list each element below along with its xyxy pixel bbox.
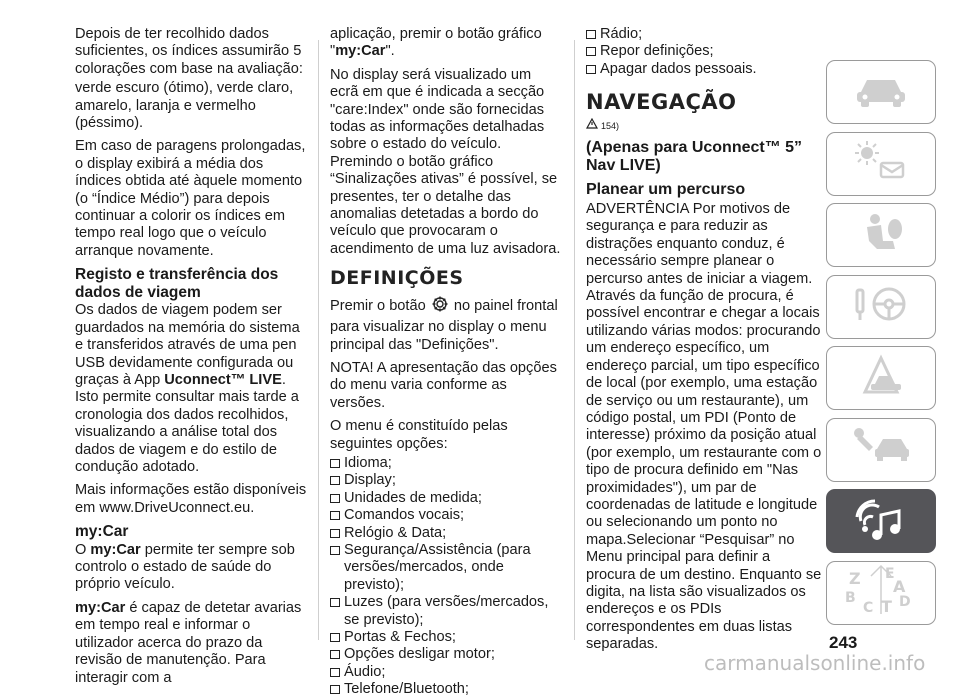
multimedia-icon — [851, 495, 911, 548]
list-item: Display; — [330, 472, 562, 489]
checkbox-bullet-icon — [330, 459, 340, 468]
footer-watermark: carmanualsonline.info — [704, 651, 926, 675]
paragraph: O menu é constituído pelas seguintes opções: — [330, 418, 508, 452]
svg-text:E: E — [885, 566, 895, 582]
list-item: Rádio; — [586, 26, 822, 43]
checkbox-bullet-icon — [330, 598, 340, 607]
paragraph: Mais informações estão disponíveis em www.DriveUconnect.eu. — [75, 482, 307, 516]
checkbox-bullet-icon — [330, 633, 340, 642]
tab-wrench-car-icon[interactable] — [826, 418, 936, 482]
paragraph: Premir o botão no painel frontal para visualizar no display o menu principal das "Definições". — [330, 294, 562, 354]
settings-gear-icon — [430, 294, 450, 319]
list-item: Comandos vocais; — [330, 507, 562, 524]
subheading-apenas: (Apenas para Uconnect™ 5” Nav LIVE) — [586, 139, 803, 175]
paragraph: O my:Car permite ter sempre sob controlo o estado de saúde do próprio veículo. — [75, 541, 295, 593]
paragraph: aplicação, premir o botão gráfico "my:Car". — [330, 26, 542, 60]
paragraph: Depois de ter recolhido dados suficientes, os índices assumirão 5 colorações com base na avaliação: — [75, 26, 303, 77]
steering-wheel-key-icon — [851, 282, 911, 331]
warning-reference: 154) — [586, 118, 822, 135]
list-item: Luzes (para versões/mercados, se previsto); — [330, 594, 562, 629]
warning-triangle-car-icon — [851, 354, 911, 403]
paragraph: NOTA! A apresentação das opções do menu varia conforme as versões. — [330, 359, 557, 411]
list-item: Idioma; — [330, 455, 562, 472]
column-2 — [330, 26, 562, 699]
paragraph: my:Car é capaz de detetar avarias em tempo real e informar o utilizador acerca do prazo da revisão de manutenção. Para interagir com a — [75, 599, 302, 686]
list-item: Segurança/Assistência (para versões/mercados, onde previsto); — [330, 542, 562, 594]
column-divider — [318, 40, 319, 640]
wrench-car-icon — [851, 425, 911, 474]
svg-text:D: D — [899, 594, 911, 610]
page-number: 243 — [829, 633, 858, 652]
column-3 — [586, 26, 822, 660]
section-heading-mycar: my:Car — [75, 523, 129, 541]
checkbox-bullet-icon — [330, 529, 340, 538]
tab-warning-triangle-car-icon[interactable] — [826, 346, 936, 410]
paragraph: verde escuro (ótimo), verde claro, amarelo, laranja e vermelho (péssimo). — [75, 80, 294, 132]
alphabet-index-icon — [841, 562, 921, 623]
list-item: Unidades de medida; — [330, 490, 562, 507]
checkbox-bullet-icon — [330, 546, 340, 555]
list-item: Relógio & Data; — [330, 525, 562, 542]
svg-text:B: B — [845, 590, 856, 606]
checkbox-bullet-icon — [330, 685, 340, 694]
paragraph: No display será visualizado um ecrã em que é indicada a secção "care:Index" onde são fornecidas todas as informações detalhadas sobre o estado do veículo. Premindo o botão gráfico “Sinalizações ativas” é possível, se presentes, ter o detalhe das anomalias detetadas a bordo do veículo que provocaram o acendimento de uma luz avisadora. — [330, 66, 561, 257]
checkbox-bullet-icon — [586, 47, 596, 56]
list-item: Telefone/Bluetooth; — [330, 681, 562, 698]
list-item: Apagar dados pessoais. — [586, 61, 822, 78]
paragraph: Em caso de paragens prolongadas, o display exibirá a média dos índices obtida até àquele momento (o “Índice Médio”) para depois continuar a colorir os índices em tempo real logo que o veículo arranque novamente. — [75, 138, 306, 259]
svg-text:Z: Z — [849, 569, 861, 588]
section-heading-registo: Registo e transferência dos dados de viagem — [75, 266, 279, 301]
checkbox-bullet-icon — [586, 30, 596, 39]
section-heading-definicoes: DEFINIÇÕES — [330, 267, 464, 290]
tab-warning-lights-icon[interactable] — [826, 132, 936, 196]
paragraph: ADVERTÊNCIA Por motivos de segurança e para reduzir as distrações enquanto conduz, é necessário sempre planear o percurso antes de iniciar a viagem. Através da função de procura, é possível encontrar e chegar a locais utilizando várias modos: procurando um endereço específico, um endereço parcial, um tipo específico de local (por exemplo, uma estação de serviço ou um restaurante), um código postal, um PDI (Ponto de interesse) próximo da posição atual (por exemplo, um restaurante com o tipo de procura definido em "Nas proximidades"), um par de coordenadas de latitude e longitude ou selecionando um ponto no mapa.Selecionar “Pesquisar” no Menu principal para definir a procura de um destino. Enquanto se digita, na lista são visualizados os endereços e os PDIs correspondentes em duas listas separadas. — [586, 201, 822, 653]
list-item: Opções desligar motor; — [330, 646, 562, 663]
svg-text:T: T — [881, 597, 892, 616]
warning-lights-icon — [851, 139, 911, 188]
car-icon — [853, 70, 909, 115]
tab-car-icon[interactable] — [826, 60, 936, 124]
column-divider — [574, 40, 575, 640]
tab-multimedia-icon[interactable] — [826, 489, 936, 553]
tab-airbag-seat-icon[interactable] — [826, 203, 936, 267]
checkbox-bullet-icon — [330, 650, 340, 659]
airbag-seat-icon — [853, 211, 909, 260]
list-item: Repor definições; — [586, 43, 822, 60]
svg-text:A: A — [893, 577, 906, 596]
section-heading-navegacao: NAVEGAÇÃO — [586, 90, 737, 115]
checkbox-bullet-icon — [330, 668, 340, 677]
subheading-planear: Planear um percurso — [586, 181, 746, 199]
tab-steering-wheel-key-icon[interactable] — [826, 275, 936, 339]
paragraph: Os dados de viagem podem ser guardados na memória do sistema e transferidos através de uma pen USB devidamente configurada ou graças à App Uconnect™ LIVE. Isto permite consultar mais tarde a cronologia dos dados recolhidos, visualizando a análise total dos dados de viagem e do estilo de condução adotado. — [75, 302, 300, 475]
checkbox-bullet-icon — [330, 476, 340, 485]
column-1 — [75, 26, 307, 693]
warning-triangle-icon — [586, 118, 598, 135]
tab-alphabet-index-icon[interactable] — [826, 561, 936, 625]
list-item: Portas & Fechos; — [330, 629, 562, 646]
list-item: Áudio; — [330, 664, 562, 681]
checkbox-bullet-icon — [586, 65, 596, 74]
svg-text:C: C — [863, 600, 874, 616]
chapter-tabs — [826, 60, 936, 632]
checkbox-bullet-icon — [330, 511, 340, 520]
options-list — [330, 455, 562, 699]
checkbox-bullet-icon — [330, 494, 340, 503]
